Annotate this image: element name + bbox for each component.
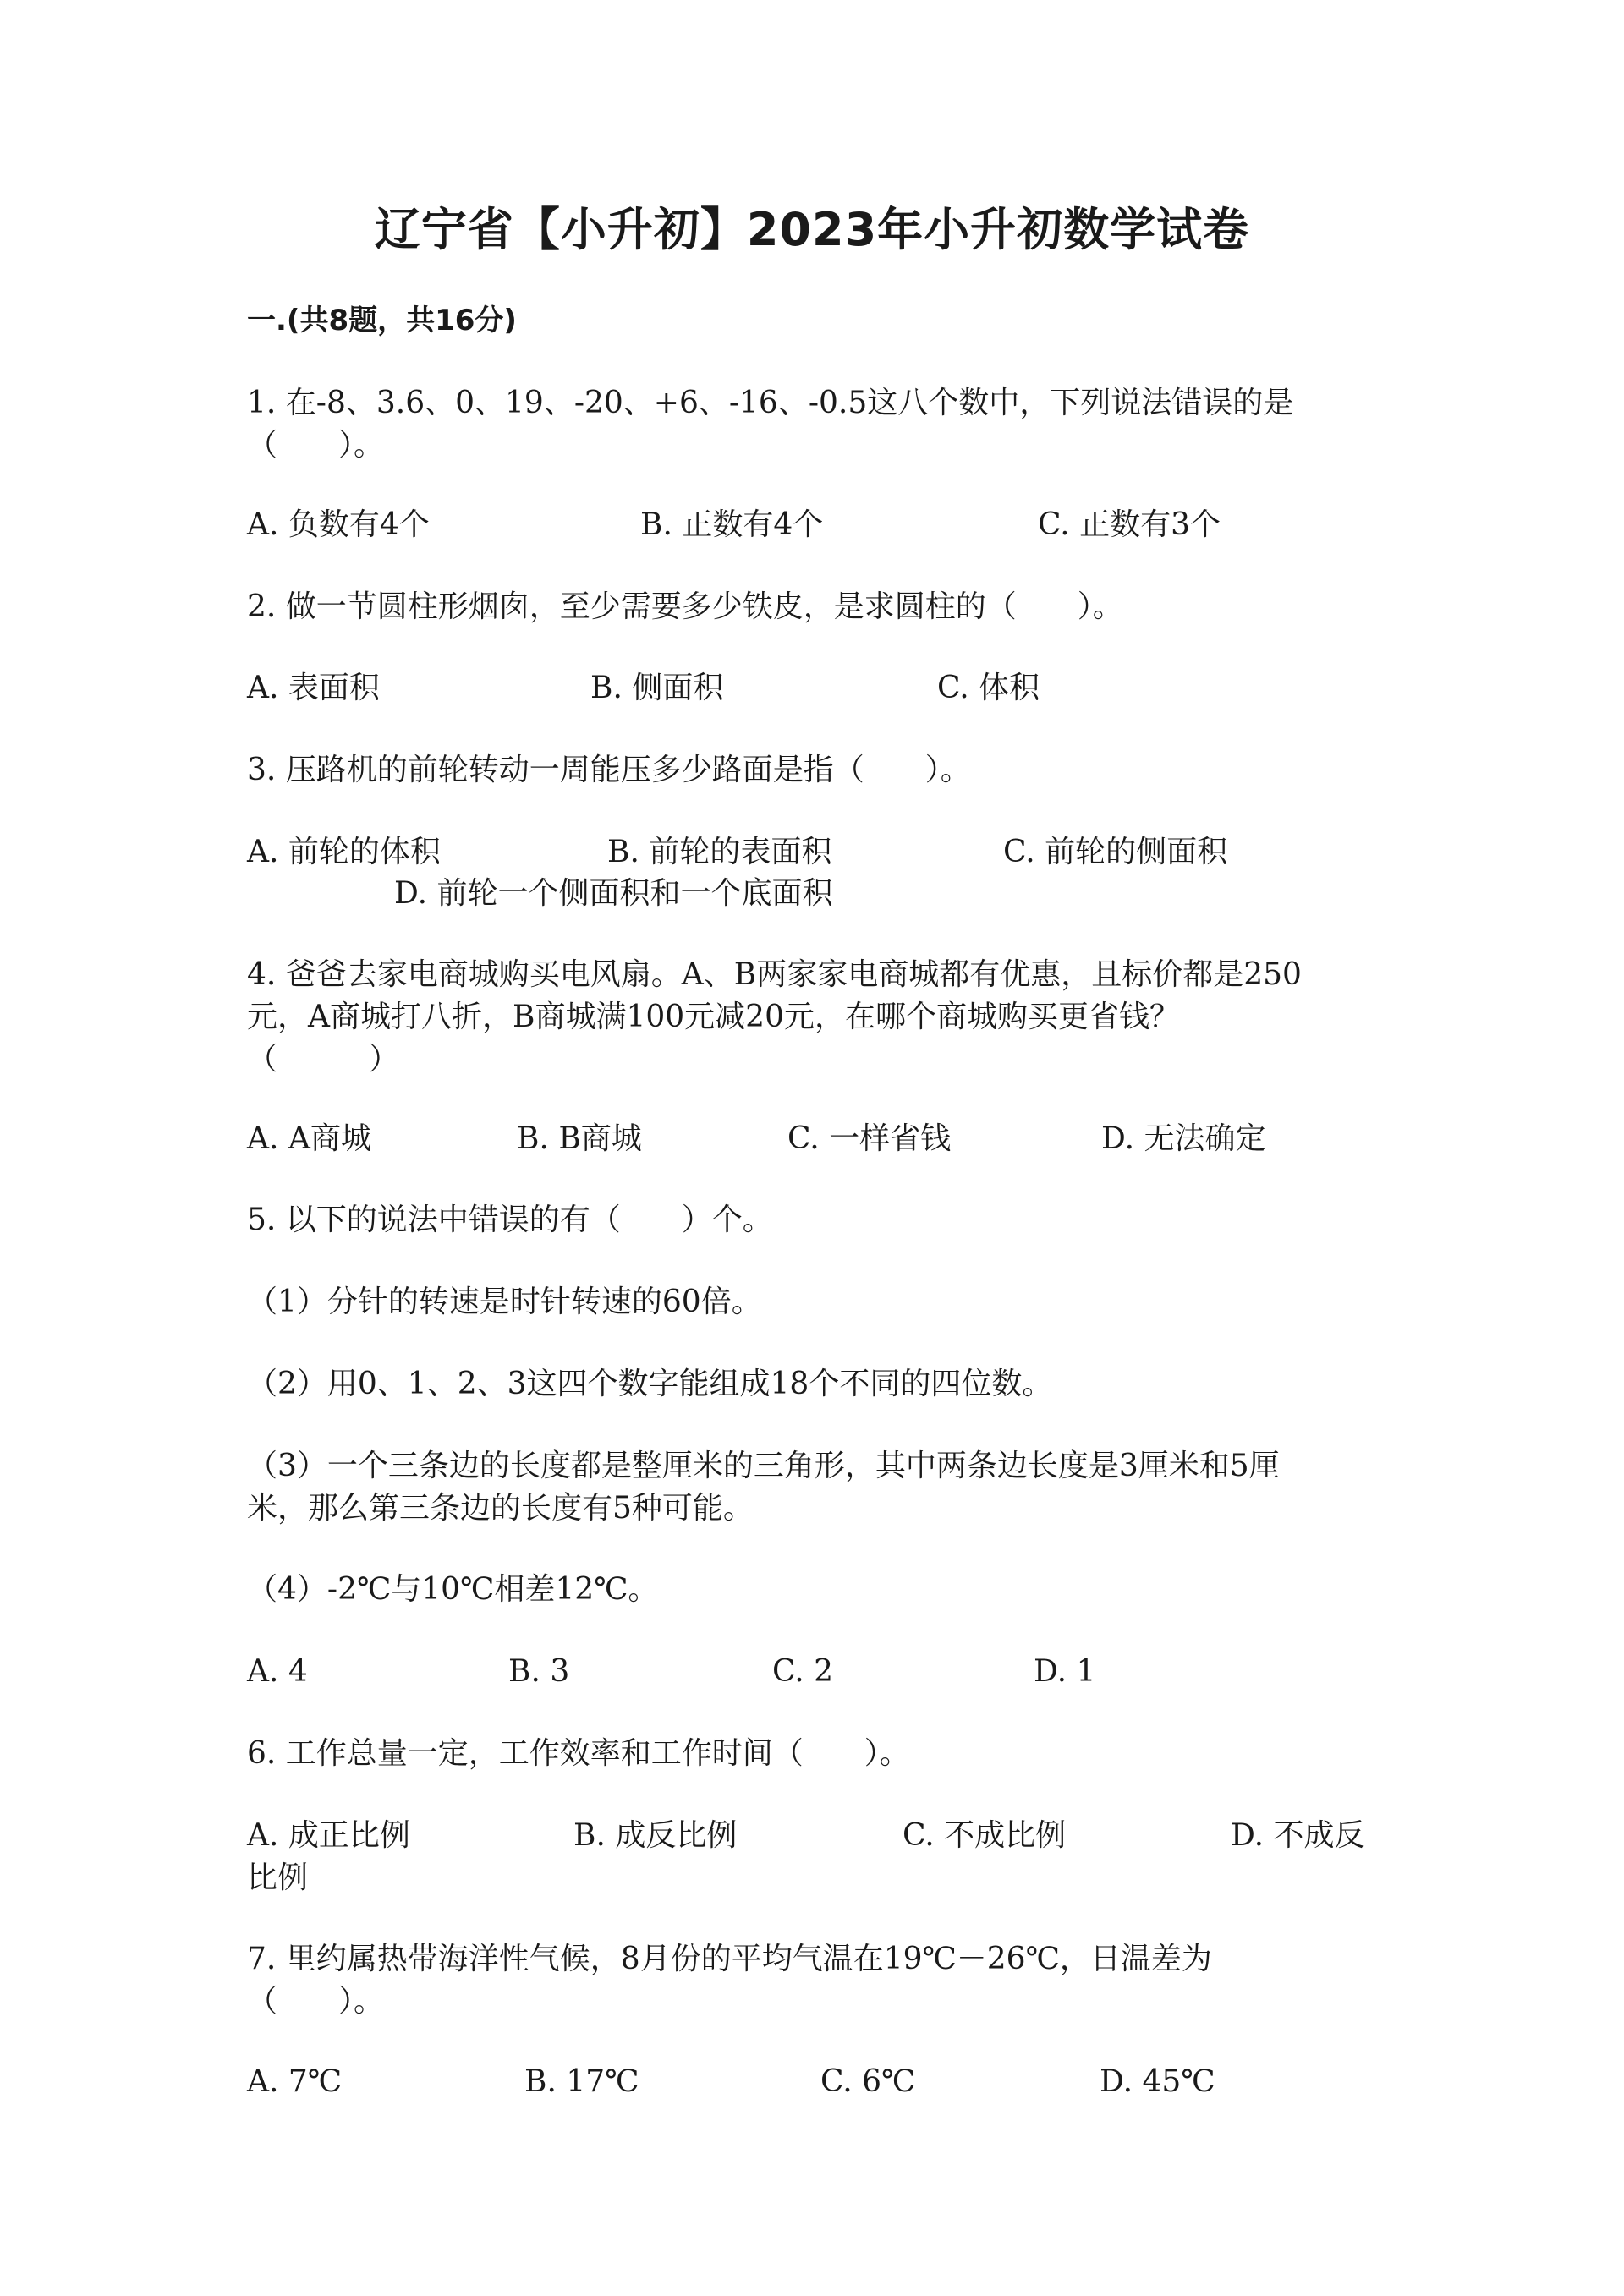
q4-stem-line-3: （ ） <box>247 1042 400 1077</box>
q5-statement-1: （1）分针的转速是时针转速的60倍。 <box>247 1285 762 1319</box>
q5-statement-3-line-1: （3）一个三条边的长度都是整厘米的三角形，其中两条边长度是3厘米和5厘 <box>247 1449 1280 1483</box>
exam-title: 辽宁省【小升初】2023年小升初数学试卷 <box>374 203 1250 256</box>
q6-stem-line-1: 6. 工作总量一定，工作效率和工作时间（ ）。 <box>247 1736 910 1771</box>
q5-option-d[interactable]: D. 1 <box>1034 1654 1096 1689</box>
q5-option-c[interactable]: C. 2 <box>772 1654 834 1689</box>
q4-option-a[interactable]: A. A商城 <box>247 1121 371 1156</box>
q6-option-c[interactable]: C. 不成比例 <box>903 1818 1067 1853</box>
q7-option-d[interactable]: D. 45℃ <box>1100 2064 1215 2099</box>
q5-statement-2: （2）用0、1、2、3这四个数字能组成18个不同的四位数。 <box>247 1367 1053 1401</box>
section-header: 一.(共8题，共16分) <box>247 304 517 337</box>
q5-statement-3-line-2: 米，那么第三条边的长度有5种可能。 <box>247 1491 754 1526</box>
q4-stem-line-2: 元，A商城打八折，B商城满100元减20元，在哪个商城购买更省钱？ <box>247 1000 1180 1034</box>
q6-option-d-continued[interactable]: 比例 <box>247 1860 309 1895</box>
q5-statement-4: （4）-2℃与10℃相差12℃。 <box>247 1572 659 1607</box>
q6-option-d[interactable]: D. 不成反 <box>1231 1818 1365 1853</box>
q5-stem-line-1: 5. 以下的说法中错误的有（ ）个。 <box>247 1203 773 1237</box>
q1-stem-line-2: （ ）。 <box>247 428 385 463</box>
q7-stem-line-2: （ ）。 <box>247 1984 385 2019</box>
q3-option-b[interactable]: B. 前轮的表面积 <box>607 835 832 869</box>
q1-option-b[interactable]: B. 正数有4个 <box>640 507 824 542</box>
q4-option-d[interactable]: D. 无法确定 <box>1101 1121 1266 1156</box>
q6-option-b[interactable]: B. 成反比例 <box>573 1818 738 1853</box>
q7-option-a[interactable]: A. 7℃ <box>247 2064 343 2099</box>
q2-option-a[interactable]: A. 表面积 <box>247 671 380 705</box>
q4-option-c[interactable]: C. 一样省钱 <box>787 1121 952 1156</box>
q4-option-b[interactable]: B. B商城 <box>517 1121 642 1156</box>
q3-stem-line-1: 3. 压路机的前轮转动一周能压多少路面是指（ ）。 <box>247 753 971 787</box>
q5-option-a[interactable]: A. 4 <box>247 1654 308 1689</box>
q1-option-c[interactable]: C. 正数有3个 <box>1038 507 1221 542</box>
q3-option-c[interactable]: C. 前轮的侧面积 <box>1003 835 1228 869</box>
q2-stem-line-1: 2. 做一节圆柱形烟囱，至少需要多少铁皮，是求圆柱的（ ）。 <box>247 589 1123 624</box>
q2-option-c[interactable]: C. 体积 <box>937 671 1040 705</box>
q1-stem-line-1: 1. 在-8、3.6、0、19、-20、+6、-16、-0.5这八个数中，下列说法错误的是 <box>247 386 1294 420</box>
q7-stem-line-1: 7. 里约属热带海洋性气候，8月份的平均气温在19℃－26℃，日温差为 <box>247 1942 1212 1976</box>
q5-option-b[interactable]: B. 3 <box>508 1654 570 1689</box>
q4-stem-line-1: 4. 爸爸去家电商城购买电风扇。A、B两家家电商城都有优惠，且标价都是250 <box>247 957 1302 992</box>
q7-option-c[interactable]: C. 6℃ <box>820 2064 916 2099</box>
q6-option-a[interactable]: A. 成正比例 <box>247 1818 410 1853</box>
q3-option-d[interactable]: D. 前轮一个侧面积和一个底面积 <box>394 876 833 911</box>
q3-option-a[interactable]: A. 前轮的体积 <box>247 835 441 869</box>
q1-option-a[interactable]: A. 负数有4个 <box>247 507 430 542</box>
q7-option-b[interactable]: B. 17℃ <box>524 2064 639 2099</box>
q2-option-b[interactable]: B. 侧面积 <box>590 671 724 705</box>
